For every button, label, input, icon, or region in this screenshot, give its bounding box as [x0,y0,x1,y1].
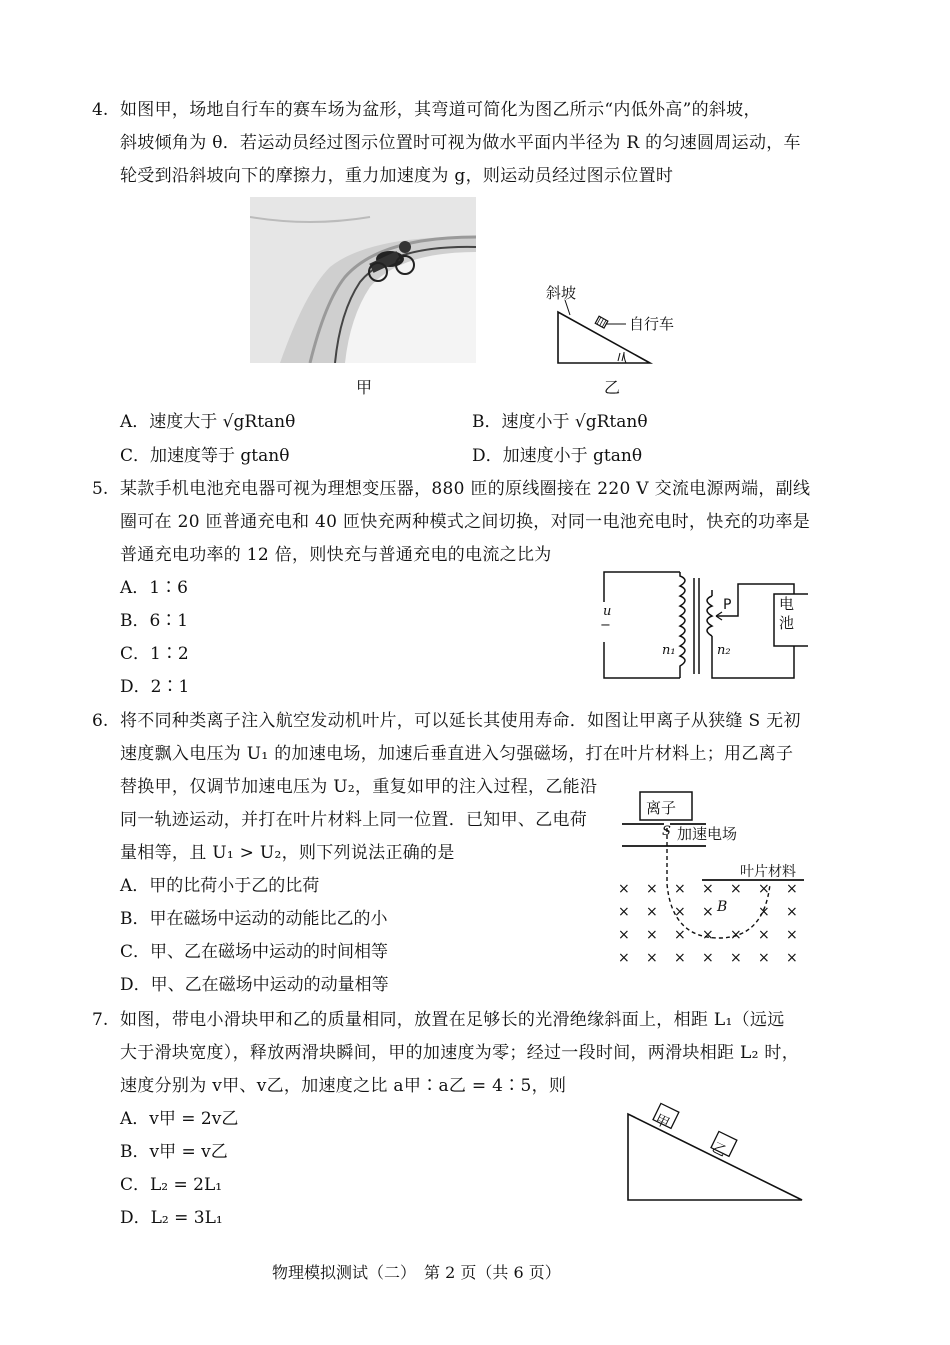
n2-label: n₂ [717,643,731,658]
q4-line-2: 斜坡倾角为 θ．若运动员经过图示位置时可视为做水平面内半径为 R 的匀速圆周运动，车 [120,133,801,153]
velodrome-photo [250,197,476,363]
svg-text:×: × [702,904,714,920]
svg-text:×: × [646,950,658,966]
svg-text:×: × [646,904,658,920]
q6-line-4: 同一轨迹运动，并打在叶片材料上同一位置．已知甲、乙电荷 [120,810,588,830]
svg-text:×: × [758,927,770,943]
q6-line-2: 速度飘入电压为 U₁ 的加速电场，加速后垂直进入匀强磁场，打在叶片材料上；用乙离子 [120,744,794,764]
q4-line-1: 如图甲，场地自行车的赛车场为盆形，其弯道可简化为图乙所示“内低外高”的斜坡， [120,100,761,120]
q5-option-d: D．2∶1 [120,677,190,697]
q7-line-1: 如图，带电小滑块甲和乙的质量相同，放置在足够长的光滑绝缘斜面上，相距 L₁（远远 [120,1010,785,1030]
q4-option-c: C．加速度等于 gtanθ [120,446,290,466]
q7-option-a: A．v甲 = 2v乙 [120,1109,239,1129]
svg-text:×: × [730,881,742,897]
slope-label: 斜坡 [546,284,577,302]
svg-text:×: × [786,927,798,943]
q6-line-3: 替换甲，仅调节加速电压为 U₂，重复如甲的注入过程，乙能沿 [120,777,598,797]
q6-line-5: 量相等，且 U₁ > U₂，则下列说法正确的是 [120,843,455,863]
q6-number: 6. [92,711,109,731]
svg-text:×: × [618,927,630,943]
block-yi-label: 乙 [709,1139,729,1161]
svg-text:×: × [758,950,770,966]
svg-text:×: × [646,881,658,897]
q4-option-d: D．加速度小于 gtanθ [472,446,643,466]
q4-number: 4. [92,100,109,120]
fig-jia-caption: 甲 [356,378,373,397]
battery-label-2: 池 [779,614,795,632]
svg-text:×: × [702,950,714,966]
q4-line-3: 轮受到沿斜坡向下的摩擦力，重力加速度为 g，则运动员经过图示位置时 [120,166,674,186]
fig-yi-caption: 乙 [604,378,621,397]
svg-text:×: × [674,904,686,920]
svg-text:×: × [758,904,770,920]
accel-field-label: 加速电场 [677,825,738,843]
q6-option-a: A．甲的比荷小于乙的比荷 [120,876,320,896]
block-jia-label: 甲 [652,1111,672,1133]
field-b-label: B [717,899,728,915]
svg-text:×: × [674,881,686,897]
svg-text:×: × [730,950,742,966]
svg-text:×: × [618,904,630,920]
q6-option-c: C．甲、乙在磁场中运动的时间相等 [120,942,389,962]
q7-option-d: D．L₂ = 3L₁ [120,1208,223,1228]
svg-text:×: × [758,881,770,897]
svg-text:×: × [730,927,742,943]
magnetic-field-crosses [618,881,798,966]
q5-option-b: B．6∶1 [120,611,189,631]
q5-number: 5. [92,479,109,499]
q5-option-c: C．1∶2 [120,644,189,664]
svg-text:×: × [702,881,714,897]
svg-text:×: × [786,881,798,897]
svg-text:×: × [702,927,714,943]
q7-option-c: C．L₂ = 2L₁ [120,1175,223,1195]
voltage-sign: − [600,618,611,633]
bike-label: 自行车 [629,315,675,333]
tap-p-label: P [723,597,732,613]
svg-text:×: × [618,881,630,897]
q6-option-b: B．甲在磁场中运动的动能比乙的小 [120,909,388,929]
page-footer: 物理模拟测试（二） 第 2 页（共 6 页） [272,1263,561,1282]
blade-material-label: 叶片材料 [740,864,796,880]
q5-line-1: 某款手机电池充电器可视为理想变压器，880 匝的原线圈接在 220 V 交流电源两端，副线 [120,479,811,499]
slit-s-label: S [662,824,671,839]
ion-source-label: 离子 [646,799,677,817]
q4-option-a: A．速度大于 √gRtanθ [120,412,296,432]
q5-line-2: 圈可在 20 匝普通充电和 40 匝快充两种模式之间切换，对同一电池充电时，快充的功率是 [120,512,811,532]
q7-option-b: B．v甲 = v乙 [120,1142,228,1162]
svg-text:×: × [674,950,686,966]
n1-label: n₁ [662,643,676,658]
q6-line-1: 将不同种类离子注入航空发动机叶片，可以延长其使用寿命．如图让甲离子从狭缝 S 无初 [120,711,801,731]
svg-text:×: × [618,950,630,966]
voltage-u-label: u [603,604,612,619]
svg-text:×: × [646,927,658,943]
svg-text:×: × [786,950,798,966]
transformer-diagram [598,556,808,686]
q7-line-3: 速度分别为 v甲、v乙，加速度之比 a甲∶a乙 = 4∶5，则 [120,1076,567,1096]
svg-text:×: × [674,927,686,943]
q7-number: 7. [92,1010,109,1030]
q4-option-b: B．速度小于 √gRtanθ [472,412,648,432]
svg-text:×: × [786,904,798,920]
q7-line-2: 大于滑块宽度），释放两滑块瞬间，甲的加速度为零；经过一段时间，两滑块相距 L₂ 时， [120,1043,800,1063]
q5-line-3: 普通充电功率的 12 倍，则快充与普通充电的电流之比为 [120,545,552,565]
q5-option-a: A．1∶6 [120,578,188,598]
q6-option-d: D．甲、乙在磁场中运动的动量相等 [120,975,389,995]
battery-label-1: 电 [779,595,795,613]
